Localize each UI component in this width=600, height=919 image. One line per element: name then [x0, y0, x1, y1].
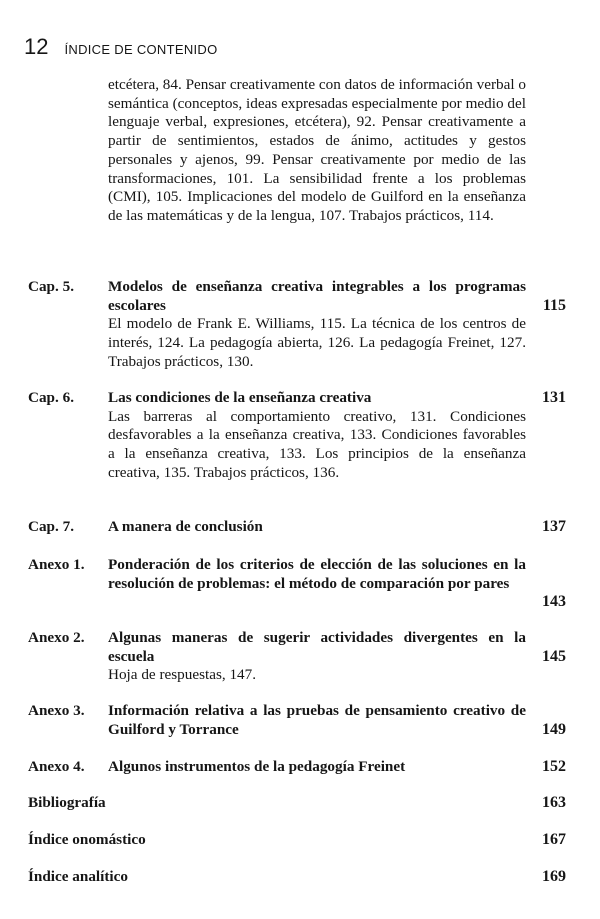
entry-label: Bibliografía — [28, 794, 106, 811]
entry-page: 131 — [542, 389, 566, 406]
entry-description: El modelo de Frank E. Williams, 115. La técnica de los centros de interés, 124. La pedagogía abierta, 126. La pedagogía Freinet, 127. Trabajos prácticos, 130. — [108, 315, 526, 370]
entry-label: Cap. 5. — [28, 278, 74, 295]
entry-label: Índice analítico — [28, 868, 128, 885]
entry-title: Ponderación de los criterios de elección de las soluciones en la resolución de problemas: el método de comparación por pares — [108, 556, 526, 592]
entry-page: 115 — [542, 297, 566, 314]
entry-description: Las barreras al comportamiento creativo, 131. Condiciones desfavorables a la enseñanza creativa, 133. Condiciones favorables a la enseñanza creativa, 133. Los principios de la enseñanza creativa, 135. Trabajos prácticos, 136. — [108, 407, 526, 481]
entry-page: 137 — [542, 518, 566, 535]
entry-label: Anexo 2. — [28, 629, 85, 646]
entry-title: Algunos instrumentos de la pedagogía Freinet — [108, 758, 406, 775]
toc-entry-cap6 — [28, 389, 568, 483]
toc-entry-anexo3 — [28, 702, 568, 739]
entry-label: Anexo 3. — [28, 702, 85, 719]
running-head: ÍNDICE DE CONTENIDO — [64, 42, 218, 57]
entry-label: Anexo 4. — [28, 758, 85, 775]
page-header — [24, 34, 218, 60]
entry-title: A manera de conclusión — [108, 518, 263, 535]
toc-entry-indice-analitico — [28, 868, 568, 887]
entry-label: Anexo 1. — [28, 556, 85, 573]
entry-title: Las condiciones de la enseñanza creativa — [108, 389, 372, 406]
entry-page: 152 — [542, 758, 566, 775]
toc-entry-anexo2 — [28, 629, 568, 685]
entry-label: Cap. 7. — [28, 518, 74, 535]
toc-entry-bibliografia — [28, 794, 568, 813]
entry-page: 149 — [542, 721, 566, 738]
entry-page: 143 — [542, 593, 566, 610]
entry-label: Cap. 6. — [28, 389, 74, 406]
continuation-text: etcétera, 84. Pensar creativamente con datos de información verbal o semántica (conceptos, ideas expresadas especialmente por medio del lenguaje verbal, expresiones, etcétera), 92. Pensar creativamente a partir de sentimientos, estados de ánimo, actitudes y gestos personales y ajenos, 99. Pensar creativamente por medio de las transformaciones, 101. La sensibilidad frente a los problemas (CMI), 105. Implicaciones del modelo de Guilford en la enseñanza de las matemáticas y de la lengua, 107. Trabajos prácticos, 114. — [108, 76, 526, 224]
entry-page: 169 — [542, 868, 566, 885]
entry-page: 167 — [542, 831, 566, 848]
toc-entry-anexo4 — [28, 758, 568, 777]
entry-title: Algunas maneras de sugerir actividades divergentes en la escuela — [108, 629, 526, 665]
toc-entry-cap5 — [28, 278, 568, 372]
entry-title: Modelos de enseñanza creativa integrables a los programas escolares — [108, 278, 526, 314]
toc-entry-indice-onomastico — [28, 831, 568, 850]
page-number: 12 — [24, 34, 49, 59]
toc-entry-cap7 — [28, 518, 568, 537]
entry-label: Índice onomástico — [28, 831, 146, 848]
entry-title: Información relativa a las pruebas de pensamiento creativo de Guilford y Torrance — [108, 702, 526, 738]
entry-description: Hoja de respuestas, 147. — [108, 666, 257, 684]
toc-entry-anexo1 — [28, 556, 568, 593]
entry-page: 163 — [542, 794, 566, 811]
entry-page: 145 — [542, 648, 566, 665]
